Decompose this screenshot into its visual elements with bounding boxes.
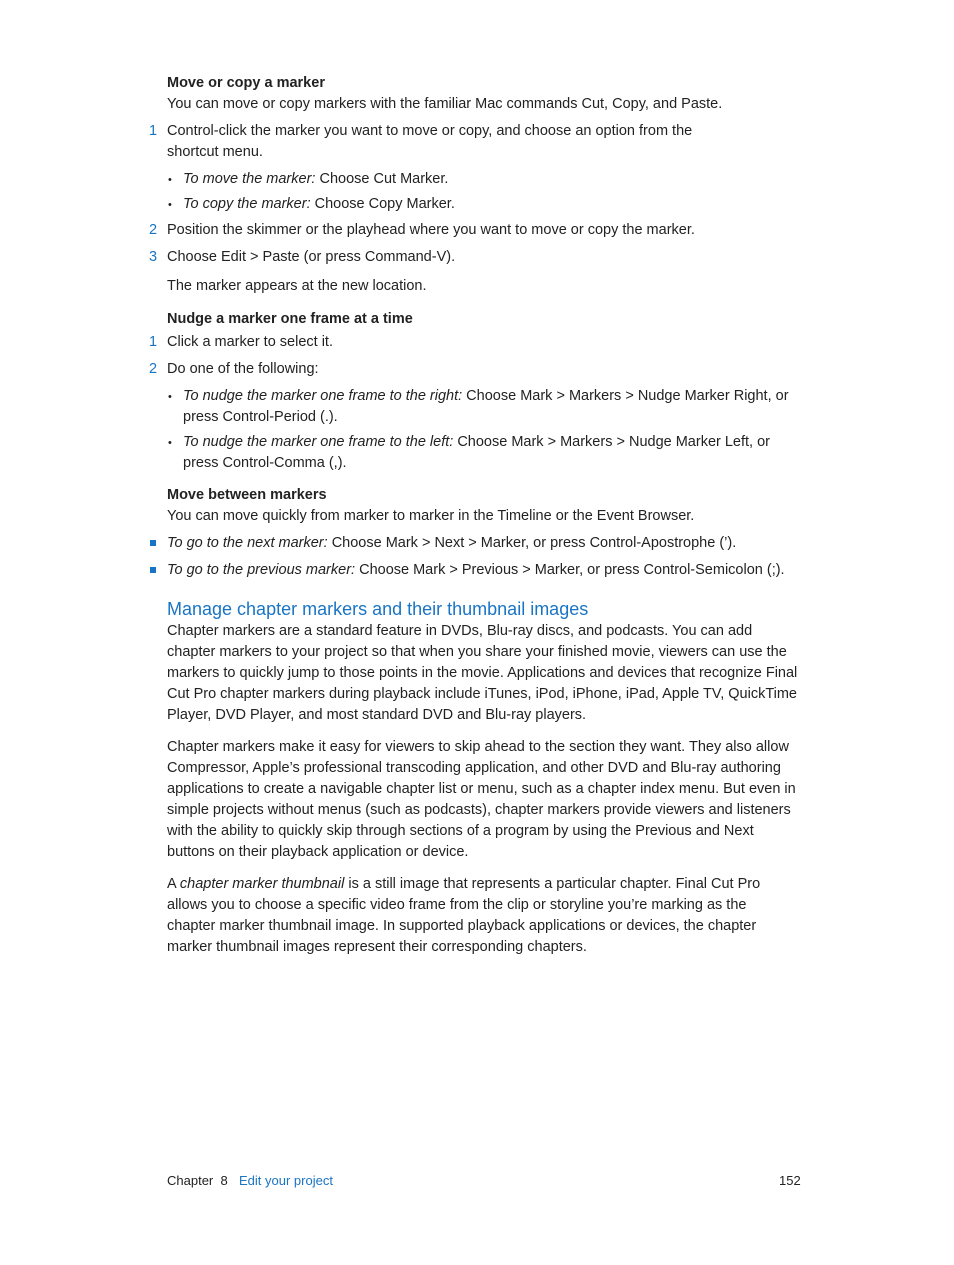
- bullet-item: [183, 194, 823, 215]
- subheading-move-copy: Move or copy a marker: [167, 75, 325, 91]
- step-number: 2: [149, 361, 158, 377]
- step-text: Position the skimmer or the playhead where you want to move or copy the marker.: [167, 222, 695, 238]
- square-bullet-icon: [150, 567, 156, 573]
- step-number: 2: [149, 222, 158, 238]
- bullet-icon: •: [168, 174, 172, 186]
- item-text: Choose Mark > Next > Marker, or press Control-Apostrophe (’).: [327, 535, 737, 551]
- list-item: [167, 533, 807, 554]
- step-text: Control-click the marker you want to move or copy, and choose an option from the shortcut menu.: [167, 123, 693, 160]
- body-paragraph: [167, 874, 777, 958]
- item-emphasis: To go to the next marker:: [167, 535, 328, 551]
- subheading-between: Move between markers: [167, 487, 327, 503]
- result-text: The marker appears at the new location.: [167, 278, 427, 294]
- step-number: 1: [149, 123, 158, 139]
- bullet-emphasis: To nudge the marker one frame to the right:: [183, 388, 463, 404]
- para-emphasis: chapter marker thumbnail: [179, 876, 345, 892]
- intro-between: You can move quickly from marker to marker in the Timeline or the Event Browser.: [167, 508, 695, 524]
- bullet-icon: •: [168, 199, 172, 211]
- bullet-item: [183, 432, 803, 474]
- bullet-text: Choose Copy Marker.: [310, 196, 455, 212]
- bullet-text: Choose Cut Marker.: [315, 171, 449, 187]
- body-paragraph: Chapter markers are a standard feature in DVDs, Blu-ray discs, and podcasts. You can add chapter markers to your project so that when you share your finished movie, viewers can use the markers to quickly jump to those points in the movie. Applications and devices that recognize Final Cut Pro chapter markers during playback include iTunes, iPod, iPhone, iPad, Apple TV, QuickTime Player, DVD Player, and most standard DVD and Blu-ray players.: [167, 623, 798, 723]
- body-paragraph: Chapter markers make it easy for viewers to skip ahead to the section they want. They also allow Compressor, Apple’s professional transcoding application, and other DVD and Blu-ray authoring applications to create a navigable chapter list or menu, such as a chapter index menu. But even in simple projects without menus (such as podcasts), chapter markers provide viewers and listeners with the ability to quickly skip through sections of a program by using the Previous and Next buttons on their playback application or device.: [167, 739, 796, 860]
- bullet-emphasis: To move the marker:: [183, 171, 316, 187]
- footer-chapter-link[interactable]: Edit your project: [239, 1173, 333, 1188]
- bullet-icon: •: [168, 391, 172, 403]
- bullet-icon: •: [168, 437, 172, 449]
- bullet-item: [183, 169, 823, 190]
- para-text: is a still image that represents a particular chapter. Final Cut Pro allows you to choose a specific video frame from the clip or storyline you’re marking as the chapter marker thumbnail image. In supported playback applications or devices, the chapter marker thumbnail images represent their corresponding chapters.: [167, 876, 761, 955]
- step-text: Do one of the following:: [167, 361, 319, 377]
- subheading-nudge: Nudge a marker one frame at a time: [167, 311, 413, 327]
- bullet-text: Choose Mark > Markers > Nudge Marker Left, or press Control-Comma (,).: [183, 434, 771, 471]
- step-number: 1: [149, 334, 158, 350]
- section-heading: Manage chapter markers and their thumbnail images: [167, 599, 589, 619]
- intro-move-copy: You can move or copy markers with the familiar Mac commands Cut, Copy, and Paste.: [167, 96, 723, 112]
- bullet-emphasis: To nudge the marker one frame to the left:: [183, 434, 454, 450]
- item-text: Choose Mark > Previous > Marker, or press Control-Semicolon (;).: [355, 562, 785, 578]
- footer-chapter-label: Chapter 8: [167, 1173, 228, 1188]
- bullet-item: [183, 386, 803, 428]
- step-number: 3: [149, 249, 158, 265]
- step-text: Click a marker to select it.: [167, 334, 333, 350]
- item-emphasis: To go to the previous marker:: [167, 562, 356, 578]
- square-bullet-icon: [150, 540, 156, 546]
- bullet-text: Choose Mark > Markers > Nudge Marker Right, or press Control-Period (.).: [183, 388, 789, 425]
- bullet-emphasis: To copy the marker:: [183, 196, 311, 212]
- list-item: [167, 560, 817, 581]
- para-prefix: A: [167, 876, 180, 892]
- page-number: 152: [779, 1173, 801, 1188]
- step-text: Choose Edit > Paste (or press Command-V).: [167, 249, 456, 265]
